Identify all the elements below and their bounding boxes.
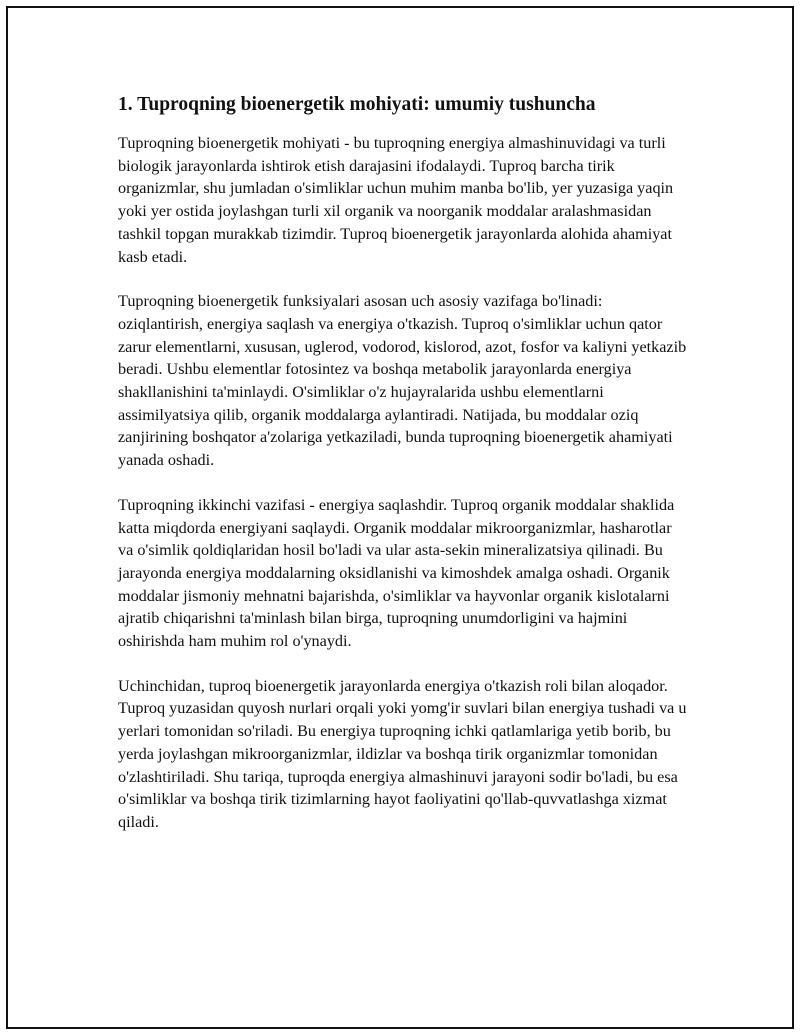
paragraph-4: Uchinchidan, tuproq bioenergetik jarayonlarda energiya o'tkazish roli bilan aloqador. Tuproq yuzasidan quyosh nurlari orqali yoki yomg'ir suvlari bilan energiya tushadi va u yerlari tomonidan so'riladi. Bu energiya tuproqning ichki qatlamlariga yetib borib, bu yerda joylashgan mikroorganizmlar, ildizlar va boshqa tirik organizmlar tomonidan o'zlashtiriladi. Shu tariqa, tuproqda energiya almashinuvi jarayoni sodir bo'ladi, bu esa o'simliklar va boshqa tirik tizimlarning hayot faoliyatini qo'llab-quvvatlashga xizmat qiladi.	[118, 676, 687, 831]
paragraph-1: Tuproqning bioenergetik mohiyati - bu tuproqning energiya almashinuvidagi va turli biologik jarayonlarda ishtirok etish darajasini ifodalaydi. Tuproq barcha tirik organizmlar, shu jumladan o'simliklar uchun muhim manba bo'lib, yer yuzasiga yaqin yoki yer ostida joylashgan turli xil organik va noorganik moddalar aralashmasidan tashkil topgan murakkab tizimdir. Tuproq bioenergetik jarayonlarda alohida ahamiyat kasb etadi.	[118, 134, 674, 266]
document-body	[118, 92, 688, 856]
section-heading: 1. Tuproqning bioenergetik mohiyati: umumiy tushuncha	[118, 94, 596, 115]
paragraph-3: Tuproqning ikkinchi vazifasi - energiya saqlashdir. Tuproq organik moddalar shaklida katta miqdorda energiyani saqlaydi. Organik moddalar mikroorganizmlar, hasharotlar va o'simlik qoldiqlaridan hosil bo'ladi va ular asta-sekin mineralizatsiya qilinadi. Bu jarayonda energiya moddalarning oksidlanishi va kimoshdek amalga oshadi. Organik moddalar jismoniy mehnatni bajarishda, o'simliklar va hayvonlar organik kislotalarni ajratib chiqarishni ta'minlash bilan birga, tuproqning unumdorligini va hajmini oshirishda ham muhim rol o'ynaydi.	[118, 495, 675, 651]
paragraph-2: Tuproqning bioenergetik funksiyalari asosan uch asosiy vazifaga bo'linadi: oziqlantirish, energiya saqlash va energiya o'tkazish. Tuproq o'simliklar uchun qator zarur elementlarni, xususan, uglerod, vodorod, kislorod, azot, fosfor va kaliyni yetkazib beradi. Ushbu elementlar fotosintez va boshqa metabolik jarayonlarda energiya shakllanishini ta'minlaydi. O'simliklar o'z hujayralarida ushbu elementlarni assimilyatsiya qilib, organik moddalarga aylantiradi. Natijada, bu moddalar oziq zanjirining boshqator a'zolariga yetkaziladi, bunda tuproqning bioenergetik ahamiyati yanada oshadi.	[118, 292, 687, 470]
